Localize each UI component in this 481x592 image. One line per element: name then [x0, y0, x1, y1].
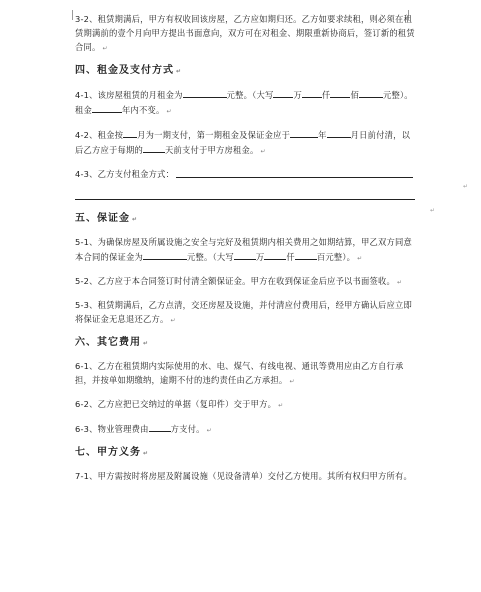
section-heading-7: 七、甲方义务 ↵ [75, 447, 150, 458]
paragraph-mark: ↵ [132, 216, 139, 223]
clause-4-1: 4-1、该房屋租赁的月租金为 元整。（大写 万 仟 佰 元整）。租金 年内不变。 ↵ [75, 87, 415, 119]
clause-6-1: 6-1、乙方在租赁期内实际使用的水、电、煤气、有线电视、通讯等费用应由乙方自行承担，并按单如期缴纳，逾期不付的违约责任由乙方承担。 ↵ [75, 361, 404, 385]
section-heading-6: 六、其它费用 ↵ [75, 337, 150, 348]
crop-mark-top-left [62, 10, 73, 20]
section-heading-5: 五、保证金 ↵ [75, 213, 139, 224]
margin-paragraph-mark: ↵ [430, 207, 436, 214]
paragraph-mark: ↵ [176, 68, 183, 75]
paragraph-mark: ↵ [357, 255, 363, 262]
paragraph-mark: ↵ [143, 450, 150, 457]
paragraph-mark: ↵ [166, 108, 172, 115]
paragraph-mark: ↵ [206, 427, 212, 434]
paragraph-mark: ↵ [260, 148, 266, 155]
clause-3-2: 3-2、租赁期满后，甲方有权收回该房屋，乙方应如期归还。乙方如要求续租，则必须在租赁期满前的壹个月向甲方提出书面意向，双方可在对租金、期限重新协商后，签订新的租赁合同。 ↵ [75, 14, 415, 52]
blank-period-months[interactable] [123, 127, 137, 138]
blank-wan[interactable] [273, 87, 293, 98]
paragraph-mark: ↵ [397, 279, 403, 286]
clause-4-2: 4-2、租金按 月为一期支付，第一期租金及保证金应于 年 月日前付清，以后乙方应于每期的 天前支付于甲方房租金。 ↵ [75, 127, 415, 159]
blank-qian[interactable] [302, 87, 322, 98]
margin-paragraph-mark: ↵ [463, 183, 469, 190]
clause-5-1: 5-1、为确保房屋及所属设施之安全与完好及租赁期内相关费用之如期结算，甲乙双方同意本合同的保证金为 元整。（大写 万 仟 百元整）。 ↵ [75, 237, 413, 262]
blank-deposit-bai[interactable] [295, 249, 317, 260]
blank-deposit-amount[interactable] [143, 249, 187, 260]
clause-5-2: 5-2、乙方应于本合同签订时付清全额保证金。甲方在收到保证金后应予以书面签收。 ↵ [75, 276, 403, 286]
paragraph-mark: ↵ [170, 317, 176, 324]
blank-yuan[interactable] [359, 87, 383, 98]
blank-deposit-wan[interactable] [234, 249, 256, 260]
clause-6-2: 6-2、乙方应把已交纳过的单据（复印件）交于甲方。 ↵ [75, 399, 284, 409]
blank-month[interactable] [327, 127, 351, 138]
blank-monthly-rent[interactable] [183, 87, 227, 98]
clause-4-3: 4-3、乙方支付租金方式： [75, 167, 415, 181]
clause-5-3: 5-3、租赁期满后，乙方点清，交还房屋及设施，并付清应付费用后，经甲方确认后应立即将保证金无息退还乙方。 ↵ [75, 300, 413, 324]
document-body[interactable] [75, 8, 415, 483]
clause-6-3: 6-3、物业管理费由 方支付。 ↵ [75, 421, 415, 438]
section-heading-4: 四、租金及支付方式 ↵ [75, 65, 183, 76]
clause-7-1: 7-1、甲方需按时将房屋及附属设施（见设备清单）交付乙方使用。其所有权归甲方所有。 [75, 471, 413, 481]
paragraph-mark: ↵ [102, 45, 108, 52]
blank-year[interactable] [290, 127, 318, 138]
blank-payment-method[interactable] [176, 177, 413, 178]
paragraph-mark: ↵ [278, 402, 284, 409]
blank-days[interactable] [143, 142, 165, 153]
paragraph-mark: ↵ [143, 340, 150, 347]
paragraph-mark: ↵ [289, 378, 295, 385]
blank-bai[interactable] [330, 87, 350, 98]
blank-deposit-qian[interactable] [264, 249, 286, 260]
blank-years[interactable] [92, 102, 122, 113]
blank-payment-method-line-2[interactable] [75, 193, 415, 200]
blank-management-fee-party[interactable] [149, 421, 171, 432]
